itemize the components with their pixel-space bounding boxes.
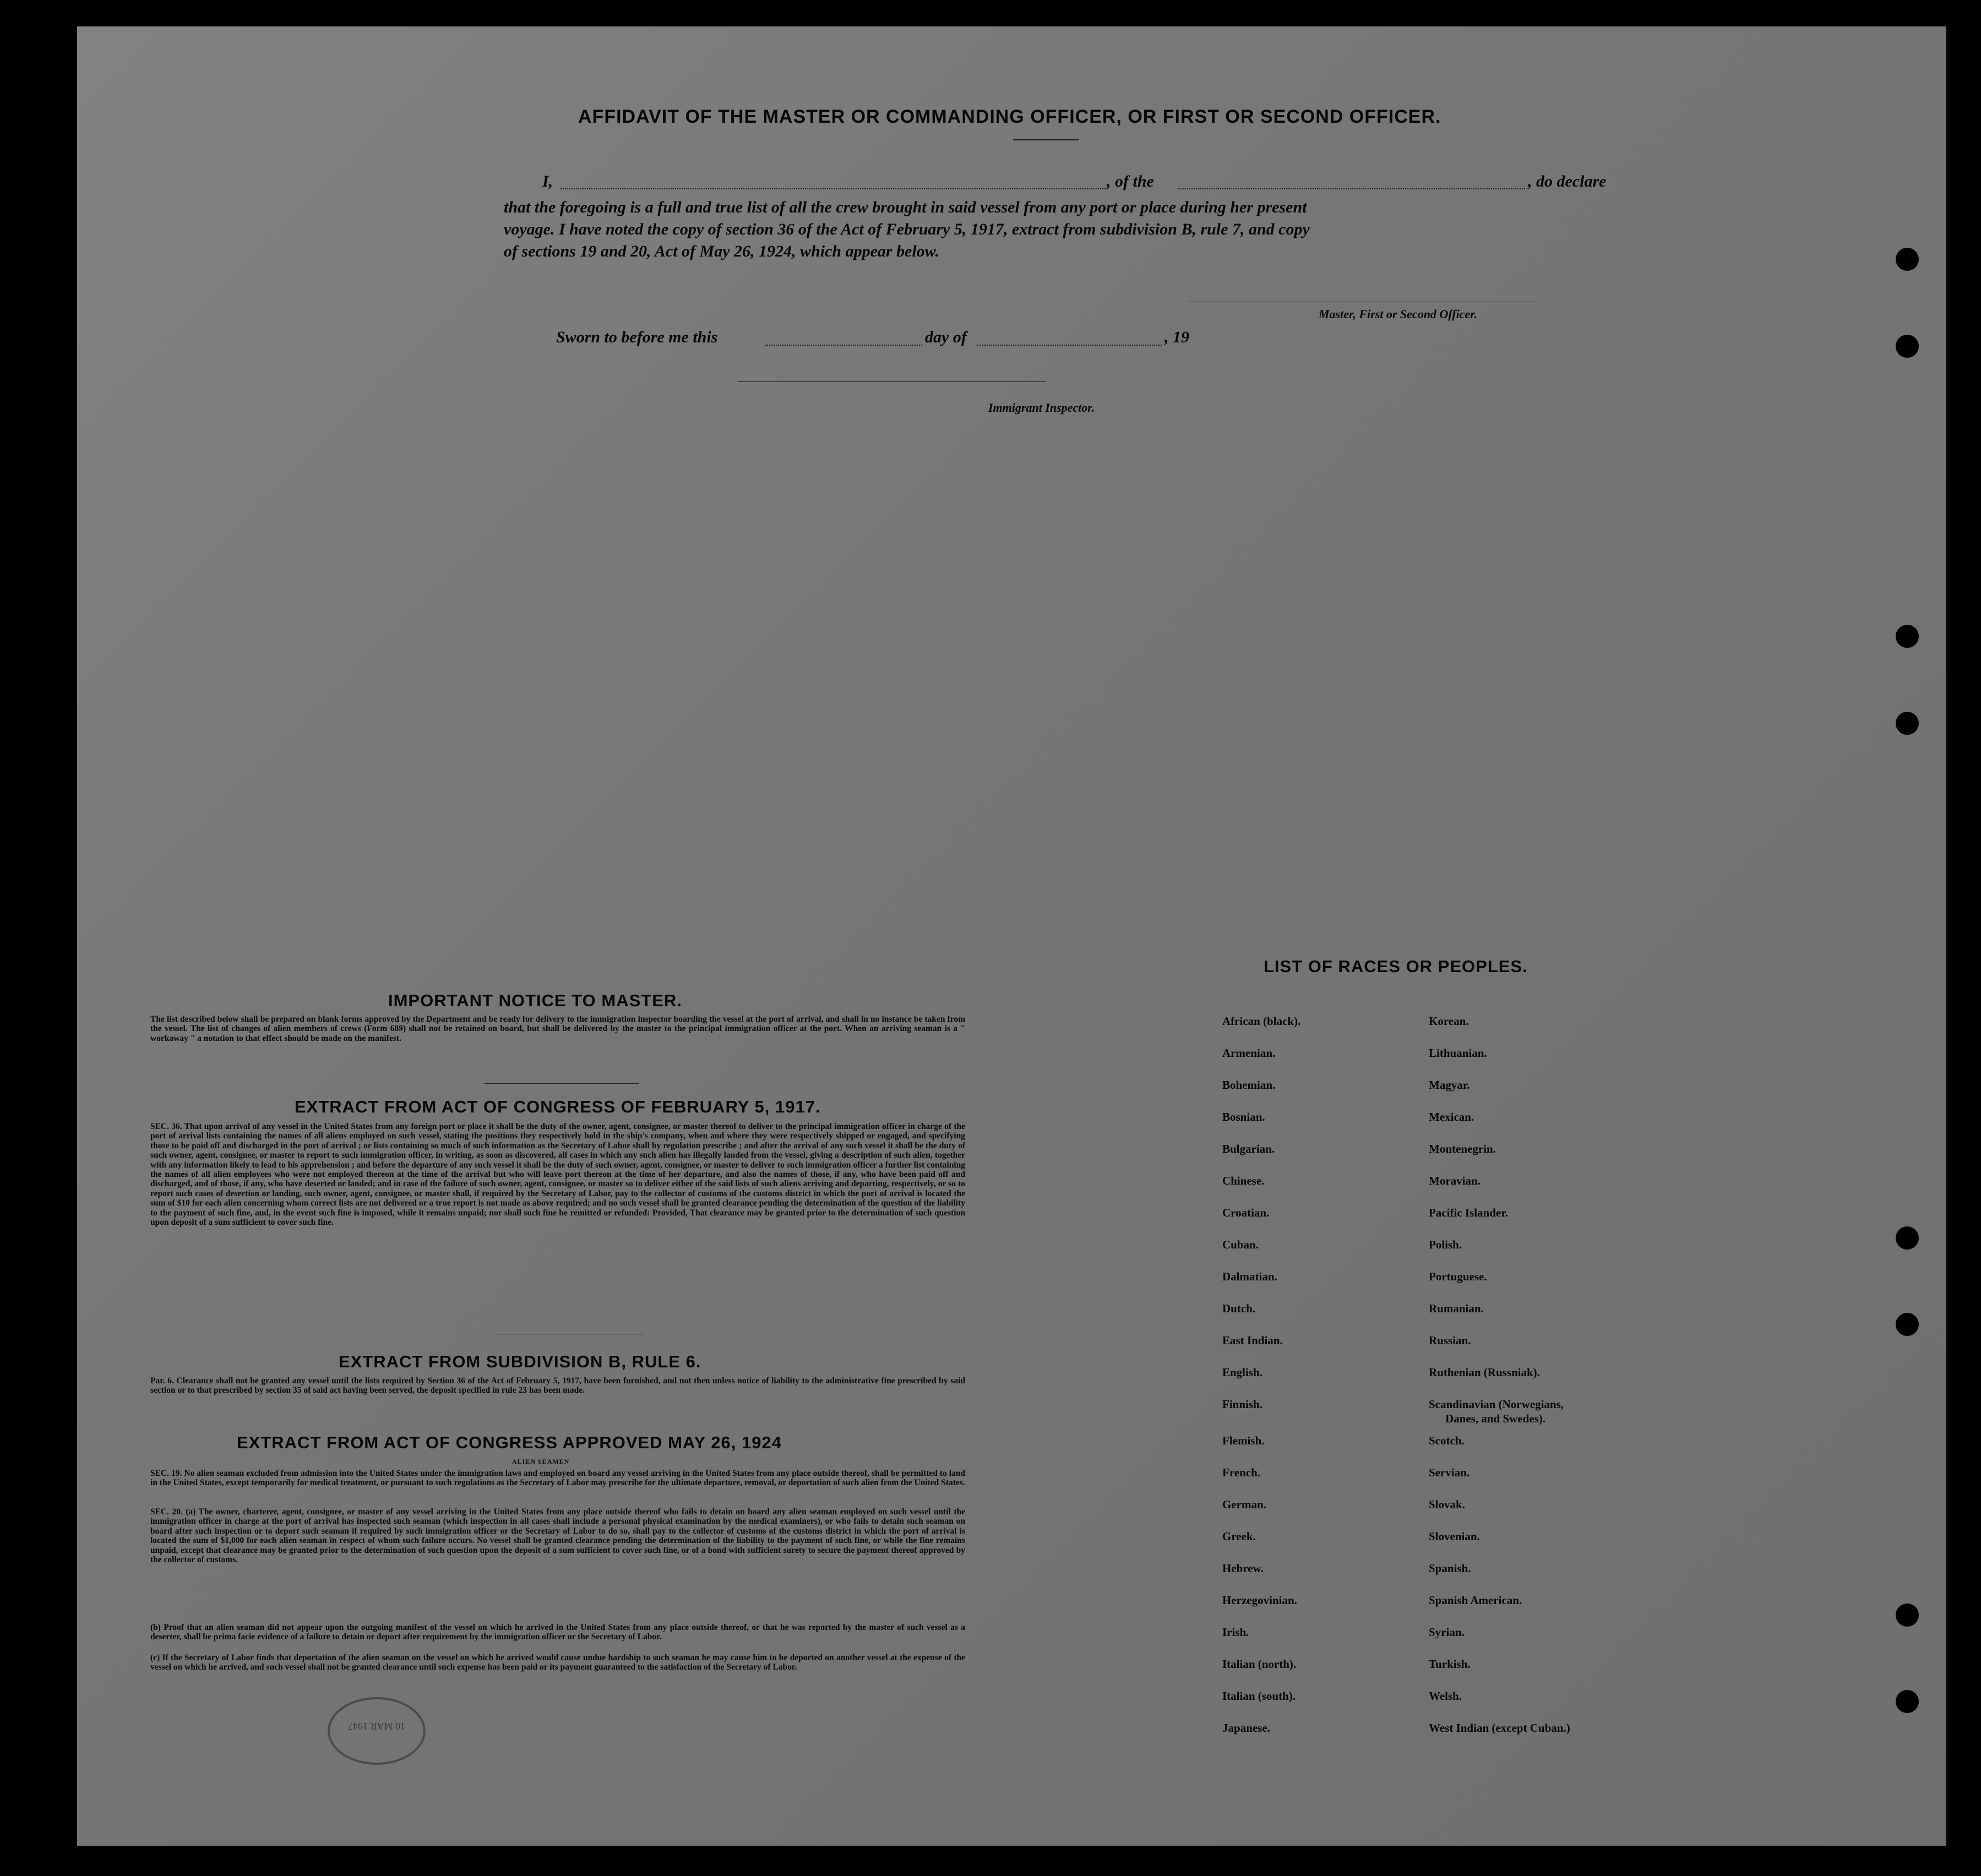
extract-1924-sec20a: SEC. 20. (a) The owner, charterer, agent, consignee, or master of any vessel arriving in the United States from any place outside thereof who fails to detain on board any alien seaman employed on such vessel until the immigration officer in charge at the port of arrival has inspected such seaman (which inspection in all cases shall include a personal physical examination by the medical examiners), or who fails to detain such seaman on board after such inspection or to deport such seaman if required by such immigration officer or the Secretary of Labor to do so, shall pay to the collector of customs of the customs district in which the port of arrival is located the sum of $1,000 for each alien seaman in respect of whom such failure occurs. No vessel shall be granted clearance pending the determination of the liability to the payment of such fine, or while the fine remains unpaid, except that clearance may be granted prior to the determination of such question upon the deposit of a sum sufficient to cover such fine, or of a bond with sufficient surety to secure the payment thereof approved by the collector of customs.: [150, 1507, 965, 1565]
inspector-signature-line: [738, 381, 1046, 382]
race-right-item: Welsh.: [1429, 1689, 1462, 1703]
race-left-item: Irish.: [1222, 1626, 1249, 1639]
race-right-item: Scandinavian (Norwegians,: [1429, 1398, 1564, 1411]
document-page: [77, 26, 1946, 1846]
divider: [1013, 139, 1079, 140]
race-right-item: Syrian.: [1429, 1626, 1465, 1639]
race-left-item: French.: [1222, 1466, 1261, 1479]
extract-1924-sec20b: (b) Proof that an alien seaman did not appear upon the outgoing manifest of the vessel on which he arrived in the United States from any place outside thereof, or that he was reported by the master of such vessel as a deserter, shall be prima facie evidence of a failure to detain or deport after requirement by the immigration officer or the Secretary of Labor.: [150, 1623, 965, 1642]
race-right-item-cont: Danes, and Swedes).: [1445, 1412, 1546, 1425]
extract-1924-title: EXTRACT FROM ACT OF CONGRESS APPROVED MAY 26, 1924: [237, 1433, 782, 1452]
extract-rule6-title: EXTRACT FROM SUBDIVISION B, RULE 6.: [339, 1352, 701, 1371]
race-right-item: Slovak.: [1429, 1498, 1465, 1511]
race-right-item: Servian.: [1429, 1466, 1470, 1479]
race-left-item: East Indian.: [1222, 1334, 1283, 1347]
divider: [485, 1083, 639, 1084]
binder-hole: [1896, 712, 1919, 735]
race-left-item: English.: [1222, 1366, 1262, 1379]
binder-hole: [1896, 625, 1919, 648]
race-right-item: Russian.: [1429, 1334, 1471, 1347]
race-left-item: Japanese.: [1222, 1721, 1270, 1735]
race-left-item: Bosnian.: [1222, 1110, 1265, 1124]
binder-hole: [1896, 248, 1919, 271]
race-left-item: Bohemian.: [1222, 1078, 1276, 1092]
race-right-item: Spanish American.: [1429, 1594, 1522, 1607]
race-left-item: Chinese.: [1222, 1174, 1265, 1187]
affidavit-title: AFFIDAVIT OF THE MASTER OR COMMANDING OFFICER, OR FIRST OR SECOND OFFICER.: [578, 106, 1441, 127]
race-left-item: African (black).: [1222, 1015, 1301, 1028]
race-left-item: Finnish.: [1222, 1398, 1262, 1411]
race-right-item: Portuguese.: [1429, 1270, 1487, 1283]
race-right-item: Montenegrin.: [1429, 1142, 1496, 1155]
binder-hole: [1896, 1690, 1919, 1713]
race-left-item: Flemish.: [1222, 1434, 1265, 1447]
affidavit-body-1: that the foregoing is a full and true list of all the crew brought in said vessel from any port or place during her present: [504, 198, 1307, 216]
race-left-item: Italian (north).: [1222, 1657, 1297, 1671]
race-left-item: German.: [1222, 1498, 1266, 1511]
race-right-item: Ruthenian (Russniak).: [1429, 1366, 1540, 1379]
binder-hole: [1896, 335, 1919, 358]
race-right-item: Moravian.: [1429, 1174, 1481, 1187]
race-right-item: West Indian (except Cuban.): [1429, 1721, 1570, 1735]
master-signature-label: Master, First or Second Officer.: [1319, 307, 1478, 321]
inspector-label: Immigrant Inspector.: [988, 401, 1095, 415]
extract-1917-title: EXTRACT FROM ACT OF CONGRESS OF FEBRUARY 5, 1917.: [295, 1097, 821, 1116]
extract-1924-sec20c: (c) If the Secretary of Labor finds that deportation of the alien seaman on the vessel on which he arrived would cause undue hardship to such seaman he may cause him to be deported on another vessel at the expense of the vessel on which he arrived, and such vessel shall not be granted clearance until such expense has been paid or its payment guaranteed to the satisfaction of the Secretary of Labor.: [150, 1653, 965, 1672]
race-left-item: Dutch.: [1222, 1302, 1256, 1315]
race-right-item: Magyar.: [1429, 1078, 1470, 1092]
race-right-item: Korean.: [1429, 1015, 1469, 1028]
races-title: LIST OF RACES OR PEOPLES.: [1264, 957, 1528, 976]
month-blank: [977, 345, 1162, 346]
race-left-item: Bulgarian.: [1222, 1142, 1275, 1155]
sworn-year: , 19: [1164, 328, 1189, 346]
sworn-day: day of: [925, 328, 967, 346]
binder-hole: [1896, 1313, 1919, 1336]
extract-1917-text: SEC. 36. That upon arrival of any vessel in the United States from any foreign port or place it shall be the duty of the owner, agent, consignee, or master thereof to deliver to the principal immigration officer in charge of the port of arrival lists containing the names of all aliens employed on such vessel, stating the positions they respectively hold in the ship's company, when and where they were respectively shipped or engaged, and specifying those to be paid off and discharged in the port of arrival ; or lists containing so much of such information as the Secretary of Labor shall by regulation prescribe ; and after the arrival of any such vessel it shall be the duty of such owner, agent, consignee, or master to report to such immigration officer, in writing, as soon as discovered, all cases in which any such alien has illegally landed from the vessel, giving a description of such alien, together with any information likely to lead to his apprehension ; and before the departure of any such vessel it shall be the duty of such owner, agent, consignee, or master to deliver to such immigration officer a further list containing the names of all alien employees who were not employed thereon at the time of the arrival but who will leave port thereon at the time of her departure, and also the names of those, if any, who have been paid off and discharged, and of those, if any, who have deserted or landed; and in case of the failure of such owner, agent, consignee, or master so to deliver either of the said lists of such aliens arriving and departing, respectively, or so to report such cases of desertion or landing, such owner, agent, consignee, or master shall, if required by the Secretary of Labor, pay to the collector of customs of the customs district in which the port of arrival is located the sum of $10 for each alien concerning whom correct lists are not delivered or a true report is not made as above required; and no such vessel shall be granted clearance pending the determination of the question of the liability to the payment of such fine, and, in the event such fine is imposed, while it remains unpaid; nor shall such fine be remitted or refunded: Provided, That clearance may be granted prior to the determination of such question upon deposit of a sum sufficient to cover such fine.: [150, 1122, 965, 1228]
extract-1924-sec19: SEC. 19. No alien seaman excluded from admission into the United States under the immigration laws and employed on board any vessel arriving in the United States from any place outside thereof, shall be permitted to land in the United States, except temporarily for medical treatment, or pursuant to such regulations as the Secretary of Labor may prescribe for the ultimate departure, removal, or deportation of such alien from the United States.: [150, 1469, 965, 1488]
notice-title: IMPORTANT NOTICE TO MASTER.: [388, 991, 682, 1010]
race-left-item: Croatian.: [1222, 1206, 1270, 1219]
affidavit-body-3: of sections 19 and 20, Act of May 26, 1924, which appear below.: [504, 242, 940, 260]
extract-1924-subtitle: ALIEN SEAMEN: [512, 1458, 570, 1465]
binder-hole: [1896, 1226, 1919, 1250]
binder-hole: [1896, 1604, 1919, 1627]
affidavit-body-2: voyage. I have noted the copy of section 36 of the Act of February 5, 1917, extract from subdivision B, rule 7, and copy: [504, 220, 1310, 238]
race-right-item: Polish.: [1429, 1238, 1462, 1251]
day-blank: [765, 345, 922, 346]
race-right-item: Rumanian.: [1429, 1302, 1484, 1315]
stamp-seal: 10 MAR 1947: [328, 1697, 426, 1765]
race-right-item: Spanish.: [1429, 1562, 1471, 1575]
race-right-item: Scotch.: [1429, 1434, 1465, 1447]
sworn-prefix: Sworn to before me this: [556, 328, 718, 346]
race-right-item: Pacific Islander.: [1429, 1206, 1508, 1219]
notice-text: The list described below shall be prepared on blank forms approved by the Department and be ready for delivery to the immigration inspector boarding the vessel at the port of arrival, and shall in no instance be taken from the vessel. The list of changes of alien members of crews (Form 689) shall not be retained on board, but shall be delivered by the master to the principal immigration officer at the port. When an arriving seaman is a " workaway " a notation to that effect should be made on the manifest.: [150, 1015, 965, 1043]
race-left-item: Italian (south).: [1222, 1689, 1296, 1703]
race-left-item: Dalmatian.: [1222, 1270, 1277, 1283]
race-right-item: Slovenian.: [1429, 1530, 1480, 1543]
race-right-item: Turkish.: [1429, 1657, 1471, 1671]
vessel-blank: [1178, 188, 1525, 189]
extract-rule6-text: Par. 6. Clearance shall not be granted any vessel until the lists required by Section 36 of the Act of February 5, 1917, have been furnished, and not then unless notice of liability to the administrative fine prescribed by said section or to that prescribed by section 35 of said act having been served, the deposit specified in rule 23 has been made.: [150, 1376, 965, 1395]
affidavit-line-of-the: , of the: [1107, 172, 1154, 190]
race-right-item: Lithuanian.: [1429, 1046, 1487, 1060]
race-left-item: Herzegovinian.: [1222, 1594, 1297, 1607]
race-right-item: Mexican.: [1429, 1110, 1474, 1124]
affidavit-line-i: I,: [542, 172, 553, 190]
race-left-item: Hebrew.: [1222, 1562, 1264, 1575]
race-left-item: Armenian.: [1222, 1046, 1276, 1060]
affidavit-do-declare: , do declare: [1528, 172, 1607, 190]
name-blank: [560, 188, 1106, 189]
race-left-item: Cuban.: [1222, 1238, 1259, 1251]
race-left-item: Greek.: [1222, 1530, 1256, 1543]
